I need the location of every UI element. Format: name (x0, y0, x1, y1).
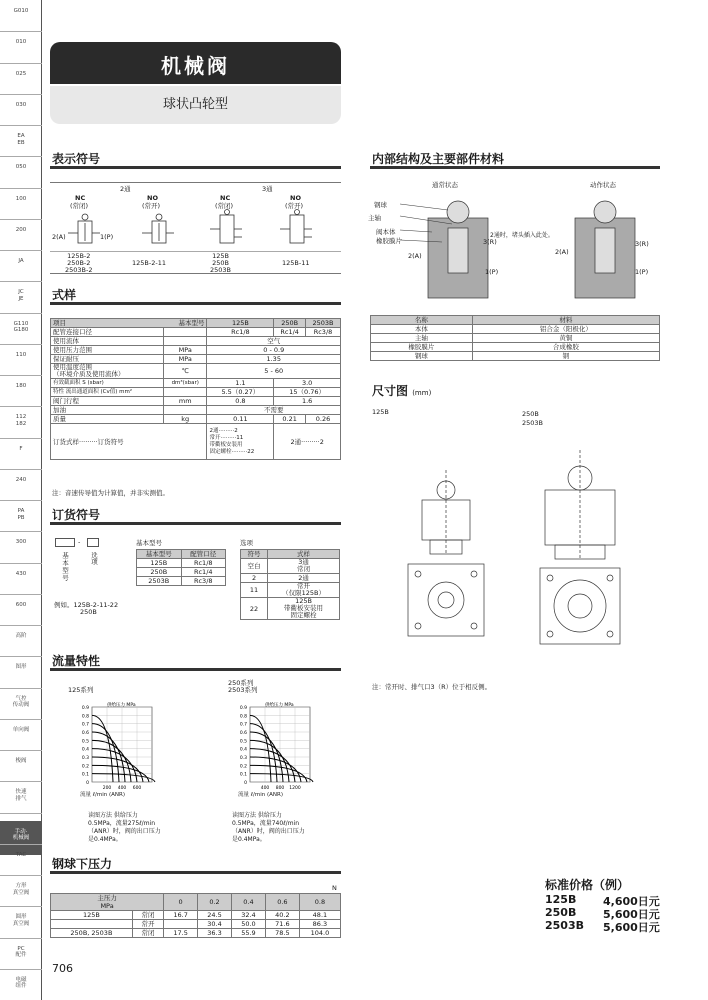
y-tick: 0.6 (239, 731, 247, 736)
mat-cell: 合成橡胶 (472, 343, 659, 352)
spec-note: 注：音速传导值为计算值，并非实测值。 (52, 489, 169, 497)
sym-code-2: 125B-2-11 (132, 259, 166, 267)
y-tick: 0.4 (239, 747, 247, 753)
mat-cell: 钢球 (371, 352, 473, 361)
spec-flow-s: 有效截面积 S (sbar) (51, 379, 164, 388)
force-col: 0.2 (198, 894, 232, 911)
sidebar (0, 0, 42, 1000)
force-table (50, 893, 341, 938)
structure-drawing (370, 188, 660, 303)
struct-port-2a-b: 2(A) (555, 248, 569, 256)
spec-unit: MPa (164, 346, 207, 355)
sidebar-item[interactable]: 图形 (15, 664, 27, 671)
y-tick: 0.6 (81, 731, 89, 736)
spec-unit: mm (164, 397, 207, 406)
sidebar-item[interactable]: 电磁 组件 (15, 976, 27, 990)
sym-no-3: NO (290, 194, 301, 202)
sym-3way: 3通 (262, 185, 273, 193)
spec-o1: 2通·········2 (209, 427, 238, 434)
port-1p: 1(P) (100, 233, 114, 241)
force-cell: 16.7 (164, 911, 198, 920)
sidebar-item[interactable]: 600 (15, 601, 27, 608)
spec-row-label: 配管连接口径 (51, 328, 164, 337)
spec-row-label: 使用温度范围 （环境介质及使用流体） (51, 364, 164, 379)
spec-h-2503: 2503B (306, 319, 341, 328)
sidebar-item[interactable]: G010 (13, 8, 29, 14)
ord-cell: 2通 (268, 574, 340, 583)
spec-cell: 不需要 (207, 406, 341, 415)
force-col: 0.8 (299, 894, 340, 911)
x-tick: 1200 (289, 786, 301, 791)
sym-nc-sub: (常闭) (70, 202, 89, 210)
sidebar-item[interactable]: 010 (15, 39, 27, 46)
section-spec: 式样 (52, 288, 77, 302)
section-structure: 内部结构及主要部件材料 (372, 152, 505, 166)
order-option-title: 选项 (240, 539, 253, 547)
section-dimensions (372, 382, 431, 399)
chart-top-label: 供给压力 MPa (107, 703, 136, 708)
struct-state-1: 通常状态 (432, 181, 458, 189)
sym-no-sub: (常开) (142, 202, 161, 210)
divider (50, 522, 341, 525)
y-tick: 0.2 (81, 764, 89, 770)
force-cell: 86.3 (299, 920, 340, 929)
mat-cell: 本体 (371, 325, 473, 334)
spec-cell: 0.11 (207, 415, 274, 424)
y-tick: 0.1 (81, 772, 89, 778)
spec-o5: 2通·········2 (274, 424, 341, 460)
sidebar-item[interactable]: 手动· 机械阀 (0, 821, 42, 855)
spec-unit: MPa (164, 355, 207, 364)
struct-label-diaphragm: 橡胶膜片 (376, 237, 402, 245)
force-unit: N (332, 884, 337, 892)
sidebar-item[interactable]: 气控 传动阀 (12, 695, 30, 708)
spec-cell: 1.35 (207, 355, 341, 364)
order-example2: 250B (80, 608, 97, 616)
ord-h1: 基本型号 (137, 550, 182, 559)
force-cell (51, 920, 133, 929)
sym-code-1: 125B-2 250B-2 2503B-2 (65, 252, 93, 274)
price-row (545, 893, 660, 908)
divider (50, 871, 341, 874)
flow-curve (250, 774, 313, 782)
order-basic-table (136, 549, 226, 586)
mat-cell: 钢 (472, 352, 659, 361)
ord-oh2: 式样 (268, 550, 340, 559)
ord-cell: Rc1/4 (181, 568, 226, 577)
struct-label-body: 阀本体 (376, 228, 396, 236)
spec-cell: Rc1/4 (274, 328, 306, 337)
sidebar-item[interactable]: 梭阀 (15, 758, 27, 764)
dim-unit: (mm) (412, 389, 432, 397)
symbol-table (50, 182, 341, 274)
ord-cell: 2 (241, 574, 268, 583)
spec-row-label: 使用流体 (51, 337, 164, 346)
mat-h2: 材料 (472, 316, 659, 325)
x-tick: 800 (275, 786, 285, 791)
y-tick: 0.8 (239, 714, 247, 720)
ord-cell: 11 (241, 583, 268, 598)
mat-cell: 铝合金（阳极化） (472, 325, 659, 334)
price-value: 5,600日元 (603, 908, 660, 921)
y-tick: 0.3 (239, 756, 247, 761)
order-option-label: 选项 (90, 552, 98, 565)
y-tick: 0.9 (81, 706, 89, 711)
sidebar-item[interactable]: 100 (15, 195, 27, 202)
order-box-option (87, 538, 99, 547)
spec-cell: 空气 (207, 337, 341, 346)
force-cell: 40.2 (265, 911, 299, 920)
y-tick: 0.4 (81, 747, 89, 753)
dim-title: 尺寸图 (372, 384, 409, 398)
sidebar-item[interactable]: 112 182 (15, 414, 27, 427)
force-cell: 50.0 (232, 920, 266, 929)
force-cell: 36.3 (198, 929, 232, 938)
sidebar-item[interactable]: PA PB (17, 508, 25, 521)
flow-curve (92, 757, 143, 782)
sidebar-item[interactable]: EA EB (17, 133, 25, 146)
y-tick: 0 (244, 781, 247, 786)
flow-series-1: 125系列 (68, 686, 94, 694)
price-row (545, 919, 660, 934)
struct-port-1p: 1(P) (485, 268, 499, 276)
order-basic-title: 基本型号 (136, 539, 162, 547)
force-cell: 48.1 (299, 911, 340, 920)
ord-cell: 3通 常闭 (268, 559, 340, 574)
sidebar-item[interactable]: 110 (15, 351, 27, 358)
order-box-basic (55, 538, 75, 547)
mat-cell: 主轴 (371, 334, 473, 343)
sym-nc-sub-3: (常闭) (215, 202, 234, 210)
y-tick: 0.2 (239, 764, 247, 770)
spec-o3: 带衢板安装用 (209, 441, 243, 448)
ord-h2: 配管口径 (181, 550, 226, 559)
ord-cell: 空白 (241, 559, 268, 574)
divider (50, 166, 341, 169)
divider (370, 166, 660, 169)
x-tick: 600 (132, 786, 142, 791)
dimension-drawing (370, 430, 660, 670)
section-force: 钢球下压力 (52, 857, 113, 871)
x-tick: 200 (102, 786, 112, 791)
section-symbol: 表示符号 (52, 152, 101, 166)
valve-symbols (50, 209, 341, 251)
sidebar-item[interactable]: PC 配件 (15, 945, 27, 958)
sidebar-item[interactable]: 200 (15, 226, 27, 233)
spec-unit: dm³(sbar) (164, 379, 207, 388)
struct-port-2a: 2(A) (408, 252, 422, 260)
spec-o2: 常开·········11 (209, 434, 244, 441)
y-tick: 0.8 (81, 714, 89, 720)
force-cell: 常闭 (132, 911, 163, 920)
struct-label-shaft: 主轴 (368, 214, 381, 222)
struct-port-3r-b: 3(R) (635, 240, 649, 248)
price-title: 标准价格（例） (545, 878, 630, 892)
force-cell (164, 920, 198, 929)
divider (50, 302, 341, 305)
spec-unit: ℃ (164, 364, 207, 379)
x-tick: 400 (117, 786, 127, 791)
mat-cell: 橡胶膜片 (371, 343, 473, 352)
spec-cell: 5.5（0.27） (207, 388, 274, 397)
sidebar-item[interactable]: 030 (15, 101, 27, 108)
sidebar-item[interactable]: 180 (15, 383, 27, 389)
force-cell: 17.5 (164, 929, 198, 938)
struct-port-1p-b: 1(P) (635, 268, 649, 276)
sidebar-item[interactable]: JA (18, 258, 24, 264)
flow-xlabel-1: 流量 ℓ/min (ANR) (80, 792, 125, 798)
spec-row-label: 质量 (51, 415, 164, 424)
price-value: 5,600日元 (603, 921, 660, 934)
spec-cell: 3.0 (274, 379, 341, 388)
spec-row-label: 使用压力范围 (51, 346, 164, 355)
page-number: 706 (52, 962, 73, 975)
force-cell: 55.9 (232, 929, 266, 938)
sym-nc: NC (75, 194, 86, 202)
sym-code-3: 125B 250B 2503B (210, 252, 232, 274)
flow-xlabel-2: 流量 ℓ/min (ANR) (238, 792, 283, 798)
force-cell: 24.5 (198, 911, 232, 920)
x-tick: 400 (260, 786, 270, 791)
y-tick: 0.3 (81, 756, 89, 761)
dim-note: 注：常开时、排气口3（R）位于相反侧。 (372, 683, 492, 691)
struct-state-2: 动作状态 (590, 181, 616, 189)
sym-nc-3: NC (220, 194, 231, 202)
spec-unit: kg (164, 415, 207, 424)
ord-cell: 2503B (137, 577, 182, 586)
spec-cell: Rc1/8 (207, 328, 274, 337)
flow-chart-1 (62, 702, 162, 802)
ord-cell: 250B (137, 568, 182, 577)
sym-no-sub-3: (常开) (285, 202, 304, 210)
port-2a: 2(A) (52, 233, 66, 241)
spec-row-label: 阀门行程 (51, 397, 164, 406)
price-model: 125B (545, 893, 577, 906)
price-row (545, 906, 660, 921)
ord-cell: 125B 带衢板安装用 固定螺栓 (268, 598, 340, 620)
order-option-table (240, 549, 340, 620)
spec-cell: 5 - 60 (207, 364, 341, 379)
section-order: 订货符号 (52, 508, 101, 522)
y-tick: 0.1 (239, 772, 247, 778)
force-h: 主压力 MPa (51, 894, 164, 911)
sidebar-item[interactable]: G110 G180 (13, 320, 29, 333)
flow-note-1: 读图方法 供给压力0.5MPa，流量275ℓ/min（ANR）时，阀的出口压力是0.4MPa。 (88, 812, 161, 843)
sidebar-item[interactable]: 单向阀 (12, 726, 30, 733)
spec-h-basic: 基本型号 (178, 319, 205, 327)
force-col: 0 (164, 894, 198, 911)
divider (50, 668, 341, 671)
flow-curve (250, 757, 301, 782)
sidebar-item[interactable]: 高阶 (15, 633, 27, 639)
mat-cell: 黄铜 (472, 334, 659, 343)
force-cell: 32.4 (232, 911, 266, 920)
sidebar-item[interactable]: 300 (15, 539, 27, 546)
spec-row-label: 保证耐压 (51, 355, 164, 364)
flow-note-2: 读图方法 供给压力0.5MPa，流量740ℓ/min（ANR）时，阀的出口压力是0.4MPa。 (232, 812, 305, 843)
spec-cell: Rc3/8 (306, 328, 341, 337)
spec-cell: 0.21 (274, 415, 306, 424)
sym-2way: 2通 (120, 185, 131, 193)
ord-cell: Rc1/8 (181, 559, 226, 568)
ord-cell: Rc3/8 (181, 577, 226, 586)
page-title: 机械阀 (50, 42, 341, 84)
struct-label-ball: 钢球 (374, 201, 387, 209)
force-col: 0.4 (232, 894, 266, 911)
spec-cell: 0.26 (306, 415, 341, 424)
struct-port-3r: 3(R) (483, 238, 497, 246)
material-table (370, 315, 660, 361)
force-cell: 78.5 (265, 929, 299, 938)
ord-cell: 125B (137, 559, 182, 568)
ord-cell: 常开 （仅限125B） (268, 583, 340, 598)
chart-top-label: 供给压力 MPa (265, 703, 294, 708)
struct-note: 2通时，堵头插入此处。 (490, 232, 554, 239)
page-subtitle: 球状凸轮型 (50, 86, 341, 124)
force-cell: 250B, 2503B (51, 929, 133, 938)
spec-h-125: 125B (207, 319, 274, 328)
sidebar-item[interactable]: JC JE (18, 289, 24, 302)
sidebar-item[interactable]: 圆形 真空阀 (12, 914, 30, 927)
sym-no: NO (147, 194, 158, 202)
price-value: 4,600日元 (603, 895, 660, 908)
sidebar-item[interactable]: 430 (15, 570, 27, 577)
spec-flow-cv: 特性 流出通道面积 (Cv值) mm² (51, 388, 164, 397)
spec-cell: 15（0.76） (274, 388, 341, 397)
spec-h-item: 项目 (53, 319, 66, 327)
y-tick: 0 (86, 781, 89, 786)
sidebar-item[interactable]: 050 (15, 164, 27, 171)
sidebar-item[interactable]: TAC (15, 851, 27, 858)
sidebar-item[interactable]: F (19, 445, 23, 452)
dim-125: 125B (372, 408, 389, 416)
sym-code-4: 125B-11 (282, 259, 310, 267)
price-model: 250B (545, 906, 577, 919)
force-cell: 常开 (132, 920, 163, 929)
sidebar-item[interactable]: 快速 排气 (15, 789, 27, 802)
spec-h-250: 250B (274, 319, 306, 328)
y-tick: 0.7 (81, 722, 89, 728)
sidebar-item[interactable]: 240 (15, 476, 27, 483)
force-cell: 常闭 (132, 929, 163, 938)
flow-series-2: 250系列 2503系列 (228, 679, 258, 694)
flow-chart-2 (220, 702, 320, 802)
order-basic-label: 基本型号 (61, 552, 69, 582)
spec-table (50, 318, 341, 460)
spec-row-label: 加油 (51, 406, 164, 415)
spec-cell: 0 - 0.9 (207, 346, 341, 355)
price-model: 2503B (545, 919, 584, 932)
ord-cell: 22 (241, 598, 268, 620)
sidebar-item[interactable]: 025 (15, 70, 27, 77)
spec-o4: 固定螺栓·········22 (209, 448, 255, 455)
force-cell: 104.0 (299, 929, 340, 938)
force-cell: 30.4 (198, 920, 232, 929)
y-tick: 0.5 (239, 739, 247, 745)
spec-cell: 1.1 (207, 379, 274, 388)
sidebar-item[interactable]: 方形 真空阀 (12, 883, 30, 896)
force-cell: 71.6 (265, 920, 299, 929)
mat-h1: 名称 (371, 316, 473, 325)
dim-250: 250B 2503B (522, 410, 544, 427)
order-example: 例如。125B-2-11-22 (54, 601, 119, 609)
ord-oh1: 符号 (241, 550, 268, 559)
y-tick: 0.5 (81, 739, 89, 745)
spec-cell: 0.8 (207, 397, 274, 406)
force-cell: 125B (51, 911, 133, 920)
flow-curve (92, 774, 155, 782)
section-flow: 流量特性 (52, 654, 101, 668)
y-tick: 0.9 (239, 706, 247, 711)
spec-cell: 1.6 (274, 397, 341, 406)
y-tick: 0.7 (239, 722, 247, 728)
force-col: 0.6 (265, 894, 299, 911)
spec-order: 订货式样·········订货符号 (51, 424, 207, 460)
